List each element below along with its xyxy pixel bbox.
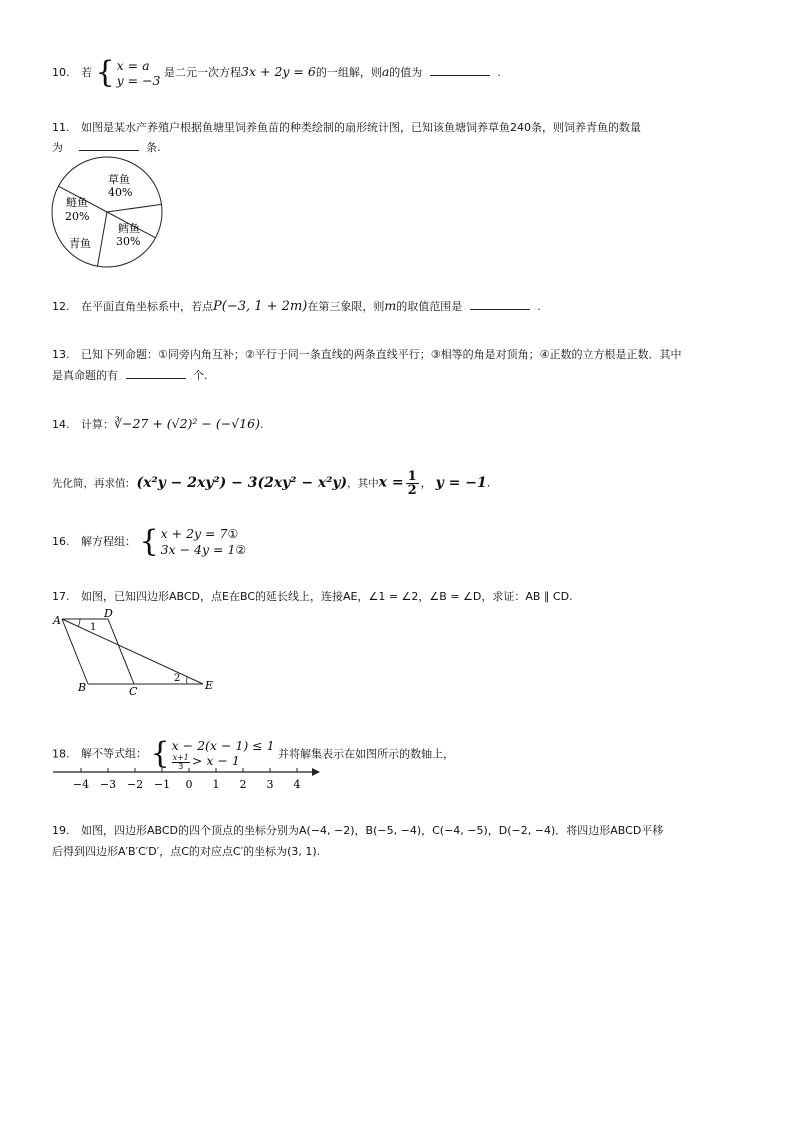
tick-label: −2 [126, 778, 144, 791]
segment-AE [62, 619, 203, 684]
equation-system: { x = a y = −3 [95, 55, 161, 90]
label-A: A [53, 614, 61, 627]
angle-1-arc [78, 619, 80, 627]
fraction-x-plus-1-over-3: $\frac{x+1}{3}$ [172, 752, 189, 771]
answer-blank[interactable] [430, 65, 490, 76]
question-number: 11. [52, 121, 70, 134]
question-number: 18. [52, 747, 70, 761]
fraction-one-half: $\frac{1}{2}$ [407, 469, 417, 498]
slice-label-鳕鱼-pct: 30% [116, 235, 141, 248]
question-11-line1: 11. 如图是某水产养殖户根据鱼塘里饲养鱼苗的种类绘制的扇形统计图，已知该鱼塘饲养草鱼240条，则饲养青鱼的数量 [52, 121, 641, 134]
answer-blank[interactable] [470, 299, 530, 310]
label-B: B [78, 681, 87, 694]
tick-label: −3 [99, 778, 117, 791]
tick-label: 2 [239, 778, 247, 791]
question-number: 10. [52, 66, 70, 79]
question-number: 17. [52, 590, 70, 603]
tick-label: 4 [293, 778, 301, 791]
question-19-line2: 后得到四边形A′B′C′D′，点C的对应点C′的坐标为(3, 1). [52, 845, 321, 858]
slice-label-青鱼-name: 青鱼 [69, 237, 91, 250]
pie-chart [50, 155, 165, 270]
slice-label-草鱼-pct: 40% [108, 186, 133, 199]
slice-label-鲢鱼-name: 鲢鱼 [66, 196, 88, 209]
question-number: 12. [52, 300, 70, 313]
question-17: 17. 如图，已知四边形ABCD，点E在BC的延长线上，连接AE，∠1 = ∠2，∠B = ∠D，求证：AB ∥ CD. [52, 590, 573, 603]
slice-label-鳕鱼-name: 鳕鱼 [118, 222, 140, 235]
question-number: 16. [52, 535, 70, 548]
question-10: 10. 若 { x = a y = −3 是二元一次方程3x + 2y = 6的一组解，则a的值为 . [52, 55, 501, 90]
tick-label: 0 [185, 778, 193, 791]
number-line-arrow [312, 768, 320, 776]
tick-label: −1 [153, 778, 171, 791]
question-12: 12. 在平面直角坐标系中，若点P(−3, 1 + 2m)在第三象限，则m的取值范围是 . [52, 298, 541, 314]
question-14: 14. 计算：∛−27 + (√2)² − (−√16). [52, 416, 264, 431]
answer-blank[interactable] [126, 368, 186, 379]
question-number: 14. [52, 418, 70, 431]
question-16: 16. 解方程组： { x + 2y = 7① 3x − 4y = 1② [52, 524, 247, 559]
quadrilateral-figure [50, 607, 225, 697]
question-11-line2: 为 条. [52, 141, 161, 154]
slice-label-草鱼-name: 草鱼 [108, 173, 130, 186]
answer-blank[interactable] [79, 140, 139, 151]
question-19-line1: 19. 如图，四边形ABCD的四个顶点的坐标分别为A(−4, −2)，B(−5, −4)，C(−4, −5)，D(−2, −4)．将四边形ABCD平移 [52, 824, 664, 837]
slice-label-鲢鱼-pct: 20% [65, 210, 90, 223]
question-number: 13. [52, 348, 70, 361]
question-18: 18. 解不等式组： { x − 2(x − 1) ≤ 1 $\frac{x+1}{3}$ > x − 1 并将解集表示在如图所示的数轴上， [52, 736, 455, 772]
question-13-line1: 13. 已知下列命题：①同旁内角互补；②平行于同一条直线的两条直线平行；③相等的角是对顶角；④正数的立方根是正数．其中 [52, 348, 682, 361]
equation-system: { x + 2y = 7① 3x − 4y = 1② [139, 524, 247, 559]
inequality-system: { x − 2(x − 1) ≤ 1 $\frac{x+1}{3}$ > x − 1 [150, 736, 275, 772]
label-E: E [205, 679, 214, 692]
tick-label: 1 [212, 778, 220, 791]
label-angle-2: 2 [174, 673, 181, 684]
question-number: 19. [52, 824, 70, 837]
tick-label: 3 [266, 778, 274, 791]
question-15: 先化简，再求值: (x²y − 2xy²) − 3(2xy² − x²y)，其中x = $\frac{1}{2}$ ， y = −1. [52, 469, 491, 498]
segment-DC [108, 619, 134, 684]
tick-label: −4 [72, 778, 90, 791]
label-angle-1: 1 [90, 622, 97, 633]
number-line [50, 764, 325, 794]
question-13-line2: 是真命题的有 个. [52, 369, 208, 382]
label-C: C [129, 685, 138, 697]
label-D: D [104, 607, 113, 620]
